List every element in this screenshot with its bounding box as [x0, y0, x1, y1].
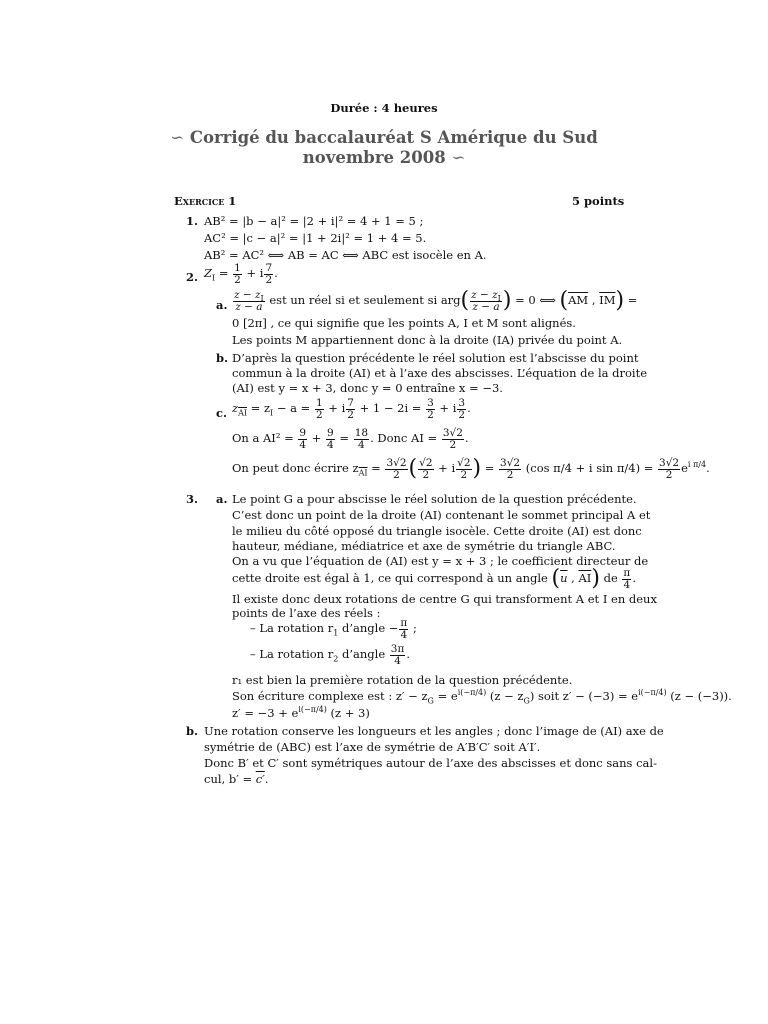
q1-line-3: AB² = AC² ⟺ AB = AC ⟺ ABC est isocèle en A. — [204, 248, 487, 262]
fraction: $\frac{z - z_I}{z - a}$ — [234, 289, 264, 313]
q3a-p1-line-1: Le point G a pour abscisse le réel solution de la question précédente. — [232, 492, 637, 506]
q2a-line-2: 0 [2π] , ce qui signifie que les points A, I et M sont alignés. — [232, 316, 576, 330]
q2-zi-formula — [204, 263, 278, 285]
q2b-line-2: commun à la droite (AI) et à l’axe des abscisses. L’équation de la droite — [232, 366, 648, 380]
zi-sub: I — [212, 273, 216, 283]
fraction: $\frac{3√2}{2}$ — [659, 457, 680, 481]
q2c-label: c. — [216, 406, 228, 420]
q3b-line-1: Une rotation conserve les longueurs et les angles ; donc l’image de (AI) axe de — [204, 724, 664, 738]
q3a-label: a. — [216, 492, 228, 506]
q3b-line-2: symétrie de (ABC) est l’axe de symétrie de A′B′C′ soit A′I′. — [204, 740, 541, 754]
q2b-line-3: (AI) est y = x + 3, donc y = 0 entraîne x = −3. — [232, 381, 503, 395]
fraction: $\frac{√2}{2}$ — [419, 457, 433, 481]
fraction: $\frac{1}{2}$ — [315, 397, 323, 421]
q3a-p1-line-4: hauteur, médiane, médiatrice et axe de symétrie du triangle ABC. — [232, 539, 616, 553]
q1-number: 1. — [186, 214, 199, 228]
vector-ai: $\overline{AI}$ — [578, 571, 592, 585]
period: . — [274, 266, 278, 280]
plus-i: + i — [242, 266, 264, 280]
ornament-left: ∽ — [170, 128, 185, 147]
q3b-line-4: cul, b′ = c′. — [204, 772, 269, 786]
ornament-right: ∽ — [451, 148, 466, 167]
title-line-2: novembre 2008 — [302, 148, 446, 167]
q3-number: 3. — [186, 492, 199, 506]
fraction: $\frac{z - z_I}{z - a}$ — [471, 289, 501, 313]
q3a-p2-line-2: cette droite est égal à 1, ce qui correspond à un angle ($\overline{u}$ , $\overline{AI}$) de $\frac{\pi}{4}$ . — [232, 566, 636, 591]
fraction: $\frac{3}{2}$ — [427, 397, 434, 421]
q3b-line-3: Donc B′ et C′ sont symétriques autour de l’axe des abscisses et donc sans cal- — [204, 756, 657, 770]
conjugate-c: c′ — [255, 772, 265, 786]
q2c-line-3: On peut donc écrire $z_{\overline{AI}}$ = $\frac{3√2}{2}$ ( $\frac{√2}{2}$ + i $\frac{√2}{2}$ ) = $\frac{3√2}{2}$ (cos π/4 + i sin π/4) = $\frac{3√2}{2}$ $e^{i \pi/4}$. — [232, 456, 710, 481]
rotation-r1: – La rotation $r_1$ d’angle − $\frac{\pi}{4}$ ; — [250, 617, 417, 641]
q2c-line-1: $z_{\overline{AI}} = z_I - a$ = $\frac{1}{2}$ + i $\frac{7}{2}$ + 1 − 2i = $\frac{3}{2}$ + i $\frac{3}{2}$ . — [232, 397, 471, 421]
q3a-p4-line-2: Son écriture complexe est : $z' - z_G = e^{i(-\pi/4)}$ $(z - z_G)$ soit $z' - (-3) = e^{i(-\pi/4)}$ (z − (−3)). — [232, 688, 732, 706]
fraction: $\frac{\pi}{4}$ — [623, 567, 631, 591]
vector-u: $\overline{u}$ — [560, 571, 568, 585]
fraction: $\frac{3\pi}{4}$ — [390, 643, 405, 667]
fraction: $\frac{18}{4}$ — [354, 427, 369, 451]
q2-number: 2. — [186, 270, 199, 284]
duration: Durée : 4 heures — [330, 101, 438, 115]
q3a-p2-line-1: On a vu que l’équation de (AI) est y = x + 3 ; le coefficient directeur de — [232, 554, 649, 568]
q2a-line-1: $\frac{z - z_I}{z - a}$ est un réel si et seulement si arg( $\frac{z - z_I}{z - a}$ ) = 0 ⟺ ($\overline{AM}$ , $\overline{IM}$) = — [234, 288, 638, 313]
q2a-line-3: Les points M appartiennent donc à la droite (IA) privée du point A. — [232, 333, 623, 347]
q1-line-2: AC² = |c − a|² = |1 + 2i|² = 1 + 4 = 5. — [204, 231, 427, 245]
fraction: $\frac{9}{4}$ — [299, 427, 307, 451]
q2a-label: a. — [216, 298, 228, 312]
fraction: $\frac{3√2}{2}$ — [386, 457, 407, 481]
zi-symbol: Z — [204, 266, 212, 280]
q3a-p4-line-3: $z' = -3 + e^{i(-\pi/4)}$ (z + 3) — [232, 705, 370, 720]
fraction: $\frac{9}{4}$ — [327, 427, 334, 451]
fraction: $\frac{7}{2}$ — [265, 262, 273, 286]
rotation-r2: – La rotation $r_2$ d’angle $\frac{3\pi}{4}$ . — [250, 643, 411, 667]
fraction: $\frac{1}{2}$ — [234, 262, 241, 286]
text: est un réel si et seulement si arg — [265, 293, 461, 307]
q3a-p3-line-2: points de l’axe des réels : — [232, 606, 381, 620]
q3a-p3-line-1: Il existe donc deux rotations de centre G qui transforment A et I en deux — [232, 592, 657, 606]
fraction: $\frac{3√2}{2}$ — [442, 427, 463, 451]
fraction: $\frac{\pi}{4}$ — [400, 617, 408, 641]
q3a-p1-line-2: C’est donc un point de la droite (AI) contenant le sommet principal A et — [232, 508, 651, 522]
title-line-1: Corrigé du baccalauréat S Amérique du Sud — [189, 128, 598, 147]
q2c-line-2: On a AI² = $\frac{9}{4}$ + $\frac{9}{4}$ = $\frac{18}{4}$ . Donc AI = $\frac{3√2}{2}$ . — [232, 427, 469, 451]
q3b-label: b. — [186, 724, 199, 738]
fraction: $\frac{3}{2}$ — [458, 397, 466, 421]
fraction: $\frac{7}{2}$ — [347, 397, 354, 421]
document-title — [0, 128, 768, 168]
vector-am: $\overline{AM}$ — [568, 293, 589, 307]
q2b-line-1: D’après la question précédente le réel solution est l’abscisse du point — [232, 351, 639, 365]
vector-im: $\overline{IM}$ — [599, 293, 616, 307]
exercise-points: 5 points — [572, 194, 625, 208]
fraction: $\frac{3√2}{2}$ — [500, 457, 521, 481]
exercise-title: Exercice 1 — [174, 194, 237, 208]
text: = 0 ⟺ — [511, 293, 560, 307]
fraction: $\frac{√2}{2}$ — [457, 457, 471, 481]
zi-eq: = — [215, 266, 233, 280]
q1-line-1: AB² = |b − a|² = |2 + i|² = 4 + 1 = 5 ; — [204, 214, 424, 228]
q3a-p1-line-3: le milieu du côté opposé du triangle isocèle. Cette droite (AI) est donc — [232, 524, 642, 538]
q2b-label: b. — [216, 351, 229, 365]
q3a-p4-line-1: r₁ est bien la première rotation de la question précédente. — [232, 673, 573, 687]
